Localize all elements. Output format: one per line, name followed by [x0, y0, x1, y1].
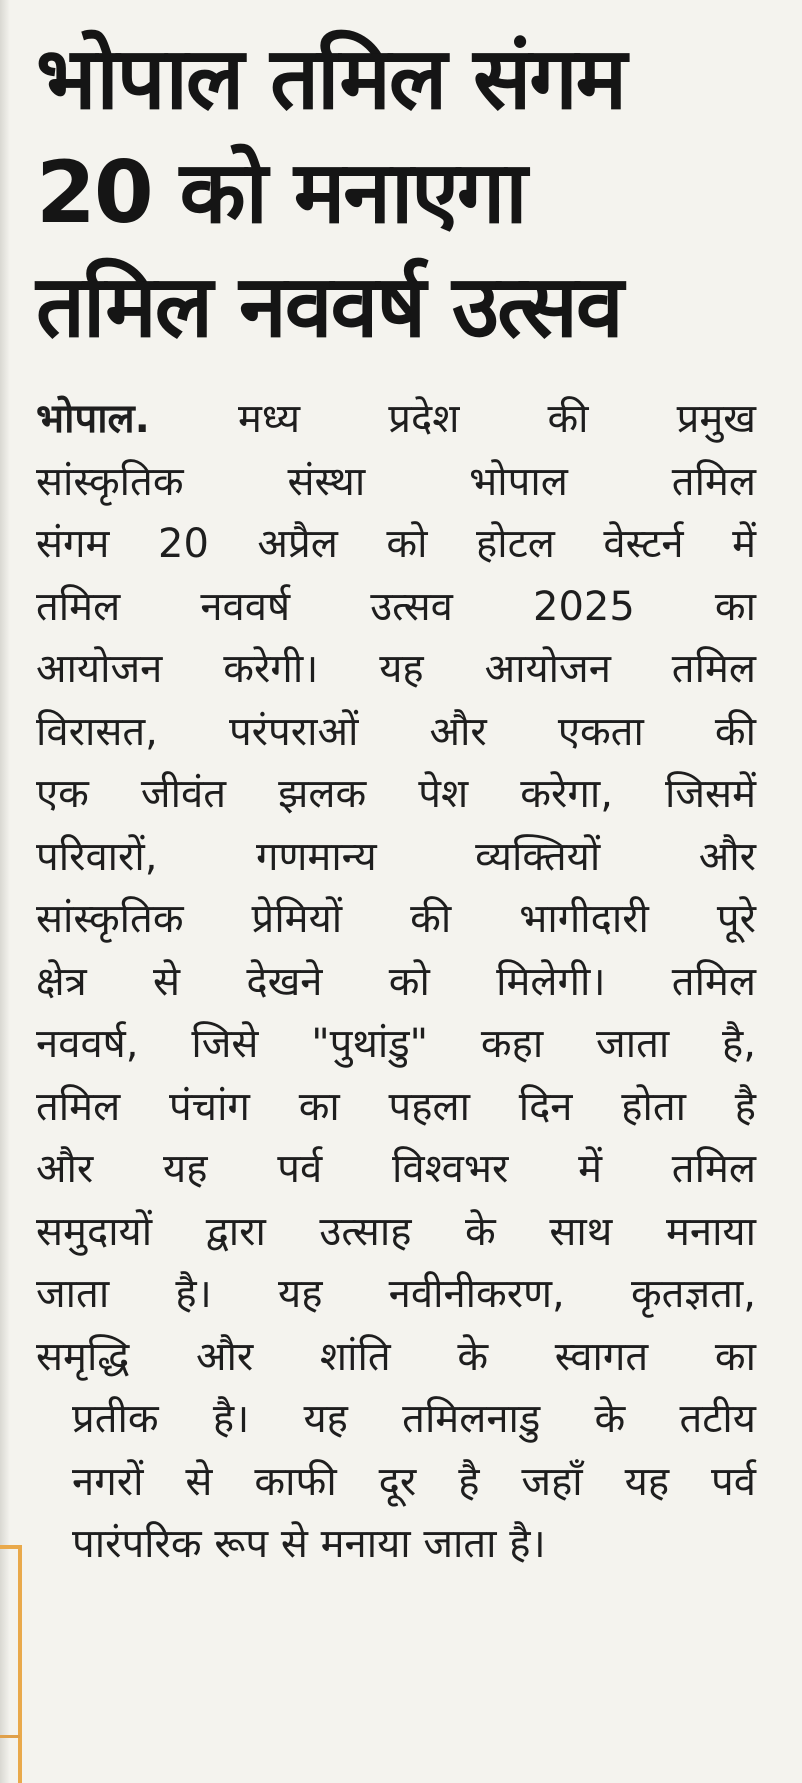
- headline-line-3: तमिल नववर्ष उत्सव: [36, 257, 622, 357]
- body-line: प्रतीक है। यह तमिलनाडु के तटीय: [72, 1396, 756, 1442]
- page-edge-shadow: [0, 0, 10, 1783]
- headline-line-1: भोपाल तमिल संगम: [36, 29, 626, 129]
- body-line-1-text: मध्य प्रदेश की प्रमुख: [237, 396, 757, 442]
- article-headline: [36, 22, 766, 364]
- body-line: सांस्कृतिक प्रेमियों की भागीदारी पूरे: [36, 896, 756, 942]
- body-line-1: [36, 388, 756, 451]
- body-line: आयोजन करेगी। यह आयोजन तमिल: [36, 646, 756, 692]
- adjacent-box-border: [0, 1545, 22, 1783]
- body-line: सांस्कृतिक संस्था भोपाल तमिल: [36, 458, 756, 505]
- body-line: क्षेत्र से देखने को मिलेगी। तमिल: [36, 958, 756, 1005]
- body-line: पारंपरिक रूप से मनाया जाता है।: [72, 1521, 546, 1567]
- body-line: एक जीवंत झलक पेश करेगा, जिसमें: [36, 771, 756, 817]
- body-line: नगरों से काफी दूर है जहाँ यह पर्व: [72, 1458, 756, 1505]
- body-line: तमिल नववर्ष उत्सव 2025 का: [36, 583, 756, 630]
- adjacent-box-rule: [0, 1735, 20, 1738]
- body-line: नववर्ष, जिसे "पुथांडु" कहा जाता है,: [36, 1021, 756, 1067]
- article-body: [36, 388, 756, 1576]
- headline-line-2: 20 को मनाएगा: [36, 143, 526, 243]
- body-line: और यह पर्व विश्वभर में तमिल: [36, 1146, 756, 1192]
- body-line: जाता है। यह नवीनीकरण, कृतज्ञता,: [36, 1271, 756, 1317]
- body-line: विरासत, परंपराओं और एकता की: [36, 708, 756, 755]
- body-line: समृद्धि और शांति के स्वागत का: [36, 1333, 756, 1380]
- body-line: परिवारों, गणमान्य व्यक्तियों और: [36, 833, 756, 880]
- body-line: समुदायों द्वारा उत्साह के साथ मनाया: [36, 1208, 756, 1255]
- body-line: तमिल पंचांग का पहला दिन होता है: [36, 1083, 756, 1130]
- body-line: संगम 20 अप्रैल को होटल वेस्टर्न में: [36, 521, 756, 567]
- dateline: भोपाल.: [36, 396, 150, 442]
